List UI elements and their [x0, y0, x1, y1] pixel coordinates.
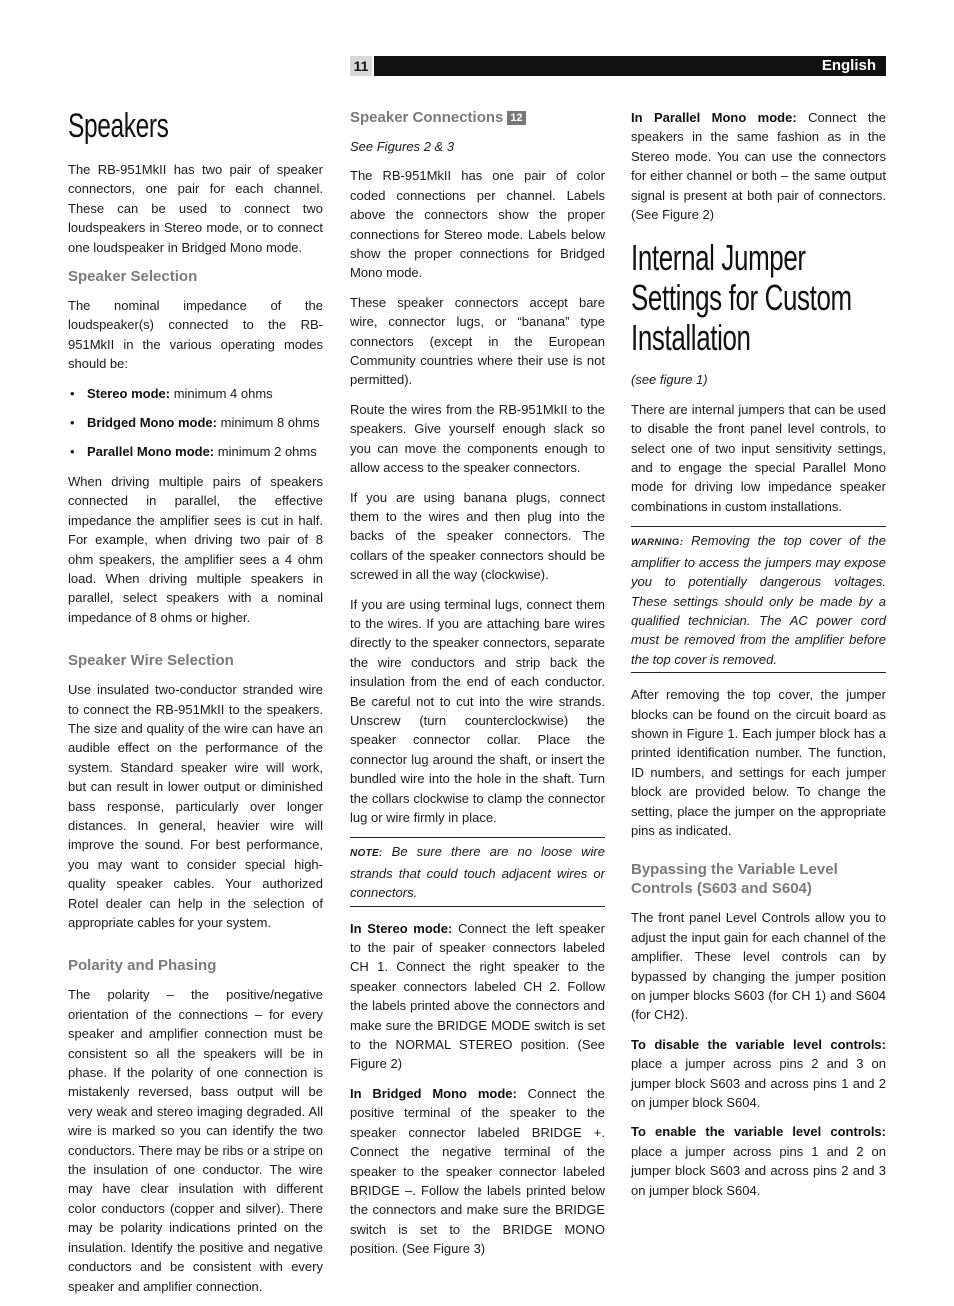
list-item: • Parallel Mono mode: minimum 2 ohms [68, 442, 323, 461]
figure-badge: 12 [507, 111, 525, 125]
warning-box [631, 526, 886, 673]
warning-text: Removing the top cover of the amplifier to access the jumpers may expose you to potentially dangerous voltages. These settings should only be made by a qualified technician. The AC power cord must be removed from the amplifier before the top cover is removed. [631, 533, 886, 667]
list-item: • Stereo mode: minimum 4 ohms [68, 384, 323, 403]
column-1 [68, 106, 323, 1306]
note-box [350, 837, 605, 906]
heading-speaker-selection: Speaker Selection [68, 268, 198, 286]
speaker-selection-text-2: When driving multiple pairs of speakers connected in parallel, the effective impedance the amplifier sees is cut in half. For example, when driving two pair of 8 ohm speakers, the amplifier sees a 4 ohm load. When driving multiple speakers in parallel, select speakers with a nominal impedance of 8 ohms or higher. [68, 473, 323, 625]
speakers-intro: The RB-951MkII has two pair of speaker connectors, one pair for each channel. These can be used to connect two loudspeakers in Stereo mode, or to connect one loudspeaker in Bridged Mono mode. [68, 162, 323, 255]
list-item: • Bridged Mono mode: minimum 8 ohms [68, 413, 323, 432]
heading-polarity-phasing: Polarity and Phasing [68, 957, 217, 975]
jumper-p1: There are internal jumpers that can be used to disable the front panel level controls, to select one of two input sensitivity settings, and to engage the special Parallel Mono mode for driving low impedance speaker combinations in custom installations. [631, 401, 886, 514]
bridged-mode-paragraph: In Bridged Mono mode: Connect the positive terminal of the speaker to the speaker connector labeled BRIDGE +. Connect the negative terminal of the speaker to the speaker connector labeled BRIDGE –. Follow the labels printed below the connectors and make sure the BRIDGE switch is set to the BRIDGE MONO position. (See Figure 3) [350, 1085, 605, 1257]
parallel-mode-paragraph: In Parallel Mono mode: Connect the speakers in the same fashion as in the Stereo mode. You can use the connectors for either channel or both – the same output signal is present at both pair of connectors. (See Figure 2) [631, 110, 886, 223]
wire-selection-text: Use insulated two-conductor stranded wire to connect the RB-951MkII to the speakers. The size and quality of the wire can have an audible effect on the performance of the system. Standard speaker wire will work, but can result in lower output or diminished bass response, particularly over longer distances. In general, heavier wire will improve the sound. For best performance, you may want to consider special high-quality speaker cables. Your authorized Rotel dealer can help in the selection of appropriate cables for your system. [68, 682, 323, 930]
page-number: 11 [350, 56, 372, 76]
warning-label: WARNING: [631, 537, 684, 549]
note-label: NOTE: [350, 848, 383, 860]
connections-p3: Route the wires from the RB-951MkII to the speakers. Give yourself enough slack so you can move the components enough to allow access to the speaker connectors. [350, 401, 605, 476]
enable-controls-paragraph: To enable the variable level controls: place a jumper across pins 1 and 2 on jumper block S603 and across pins 2 and 3 on jumper block S604. [631, 1124, 886, 1198]
speaker-selection-text: The nominal impedance of the loudspeaker(s) connected to the RB-951MkII in the various operating modes should be: [68, 298, 323, 372]
connections-p1: The RB-951MkII has one pair of color coded connections per channel. Labels above the connectors show the proper connections for Stereo mode. Labels below show the proper connections for Bridged Mono mode. [350, 168, 605, 281]
polarity-text: The polarity – the positive/negative orientation of the connections – for every speaker and amplifier connection must be consistent so all the speakers will be in phase. If the polarity of one connection is mistakenly reversed, bass output will be very weak and stereo imaging degraded. All wire is marked so you can identify the two conductors. There may be ribs or a stripe on the insulation of one conductor. The wire may have clear insulation with different color conductors (copper and silver). There may be polarity indications printed on the insulation. Identify the positive and negative conductors and be consistent with every speaker and amplifier connection. [68, 987, 323, 1294]
section-title-speakers: Speakers [68, 107, 169, 145]
impedance-list [68, 384, 323, 462]
heading-bypassing-level-controls: Bypassing the Variable Level Controls (S603 and S604) [631, 861, 838, 898]
heading-speaker-connections: Speaker Connections 12 [350, 108, 605, 127]
column-2 [350, 108, 605, 1269]
see-figures: See Figures 2 & 3 [350, 139, 455, 154]
see-figure-1: (see figure 1) [631, 372, 708, 388]
connections-p4: If you are using banana plugs, connect them to the wires and then plug into the backs of the speaker connectors. The collars of the speaker connectors should be screwed in all the way (clockwise). [350, 489, 605, 583]
note-text: Be sure there are no loose wire strands that could touch adjacent wires or connectors. [350, 844, 605, 901]
jumper-p3: The front panel Level Controls allow you to adjust the input gain for each channel of the amplifier. These level controls can by bypassed by changing the jumper position on jumper blocks S603 (for CH 1) and S604 (for CH2). [631, 910, 886, 1023]
stereo-mode-paragraph: In Stereo mode: Connect the left speaker to the pair of speaker connectors labeled CH 1. Connect the right speaker to the speaker connectors labeled CH 2. Follow the labels printed above the connectors and make sure the BRIDGE MODE switch is set to the NORMAL STEREO position. (See Figure 2) [350, 920, 605, 1072]
connections-p5: If you are using terminal lugs, connect them to the wires. If you are attaching bare wires directly to the speaker connectors, separate the wire conductors and strip back the insulation from the end of each conductor. Be careful not to cut into the wire strands. Unscrew (turn counterclockwise) the speaker connector collar. Place the connector lug around the shaft, or insert the bundled wire into the hole in the shaft. Turn the collars clockwise to clamp the connector lug or wire firmly in place. [350, 596, 605, 825]
heading-speaker-wire-selection: Speaker Wire Selection [68, 652, 234, 670]
column-3 [631, 108, 886, 1210]
disable-controls-paragraph: To disable the variable level controls: place a jumper across pins 2 and 3 on jumper block S603 and across pins 1 and 2 on jumper block S604. [631, 1036, 886, 1111]
jumper-p2: After removing the top cover, the jumper blocks can be found on the circuit board as shown in Figure 1. Each jumper block has a printed identification number. The function, ID numbers, and settings for each jumper block are provided below. To change the setting, place the jumper on the appropriate pins as indicated. [631, 687, 886, 838]
section-title-jumper-settings: Internal Jumper Settings for Custom Installation [631, 237, 852, 359]
language-label: English [374, 56, 886, 76]
connections-p2: These speaker connectors accept bare wire, connector lugs, or “banana” type connectors (except in the European Community countries where their use is not permitted). [350, 294, 605, 388]
